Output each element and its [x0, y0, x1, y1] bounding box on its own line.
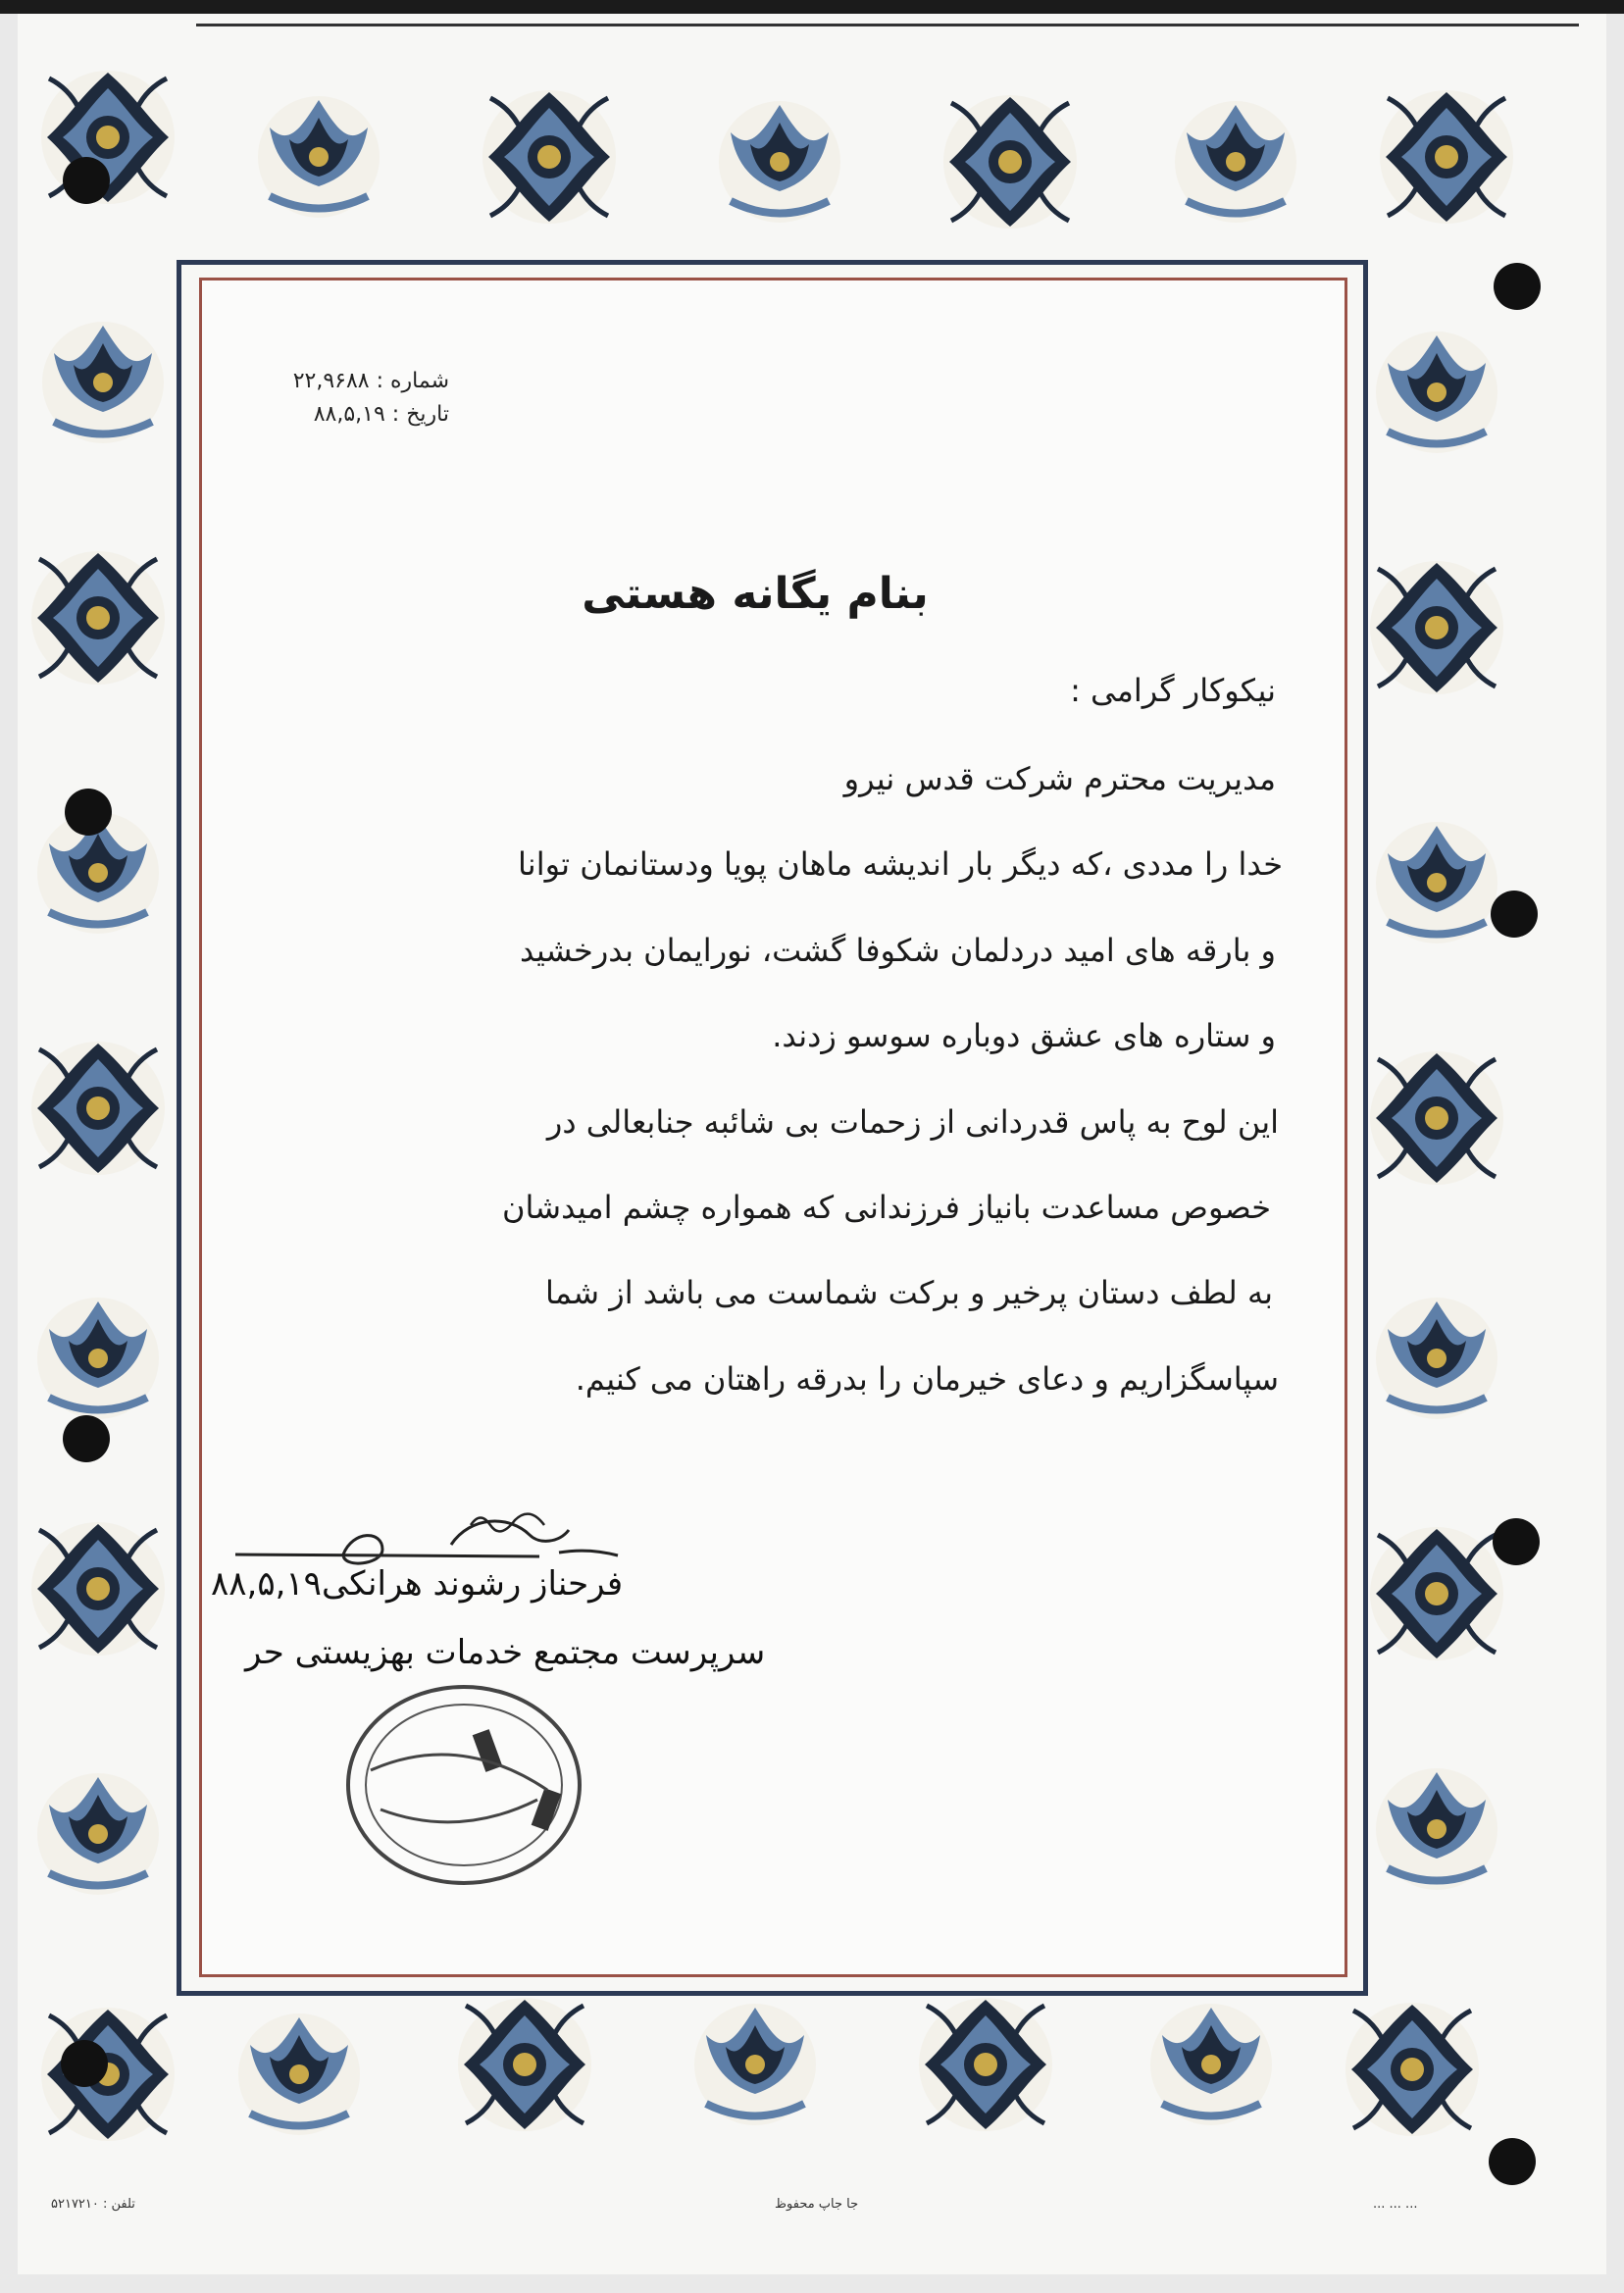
footer-phone: تلفن : ۵۲۱۷۲۱۰	[51, 2197, 135, 2212]
body-line: و ستاره های عشق دوباره سوسو زدند.	[772, 1017, 1276, 1054]
punch-hole	[63, 157, 110, 204]
footer-right: ... ... ...	[1373, 2197, 1418, 2212]
reference-date: تاریخ : ۸۸,۵,۱۹	[313, 402, 449, 427]
punch-hole	[65, 789, 112, 836]
punch-hole	[1493, 1518, 1540, 1565]
body-line: خدا را مددی ،که دیگر بار اندیشه ماهان پویا ودستانمان توانا	[518, 845, 1283, 883]
body-line: این لوح به پاس قدردانی از زحمات بی شائبه جنابعالی در	[546, 1103, 1279, 1141]
body-line: و بارقه های امید دردلمان شکوفا گشت، نورایمان بدرخشید	[520, 932, 1276, 969]
signatory-name: فرحناز رشوند هرانکی۸۸,۵,۱۹	[211, 1564, 624, 1604]
signatory-role: سرپرست مجتمع خدمات بهزیستی حر	[245, 1633, 766, 1672]
punch-hole	[1489, 2138, 1536, 2185]
footer-copyright: جا جاپ محفوظ	[775, 2197, 859, 2212]
body-line: خصوص مساعدت بانیاز فرزندانی که همواره چشم امیدشان	[502, 1189, 1271, 1226]
punch-hole	[1491, 891, 1538, 938]
salutation: نیکوکار گرامی :	[1070, 672, 1276, 709]
reference-block	[233, 365, 449, 432]
certificate-title: بنام یگانه هستی	[582, 569, 929, 619]
punch-hole	[61, 2040, 108, 2087]
recipient: مدیریت محترم شرکت قدس نیرو	[843, 760, 1276, 797]
body-line: به لطف دستان پرخیر و برکت شماست می باشد از شما	[545, 1274, 1273, 1311]
punch-hole	[1494, 263, 1541, 310]
reference-number: شماره : ۲۲,۹۶۸۸	[292, 369, 449, 393]
body-line: سپاسگزاریم و دعای خیرمان را بدرقه راهتان می کنیم.	[575, 1360, 1279, 1398]
official-stamp	[331, 1672, 596, 1898]
punch-hole	[63, 1415, 110, 1462]
